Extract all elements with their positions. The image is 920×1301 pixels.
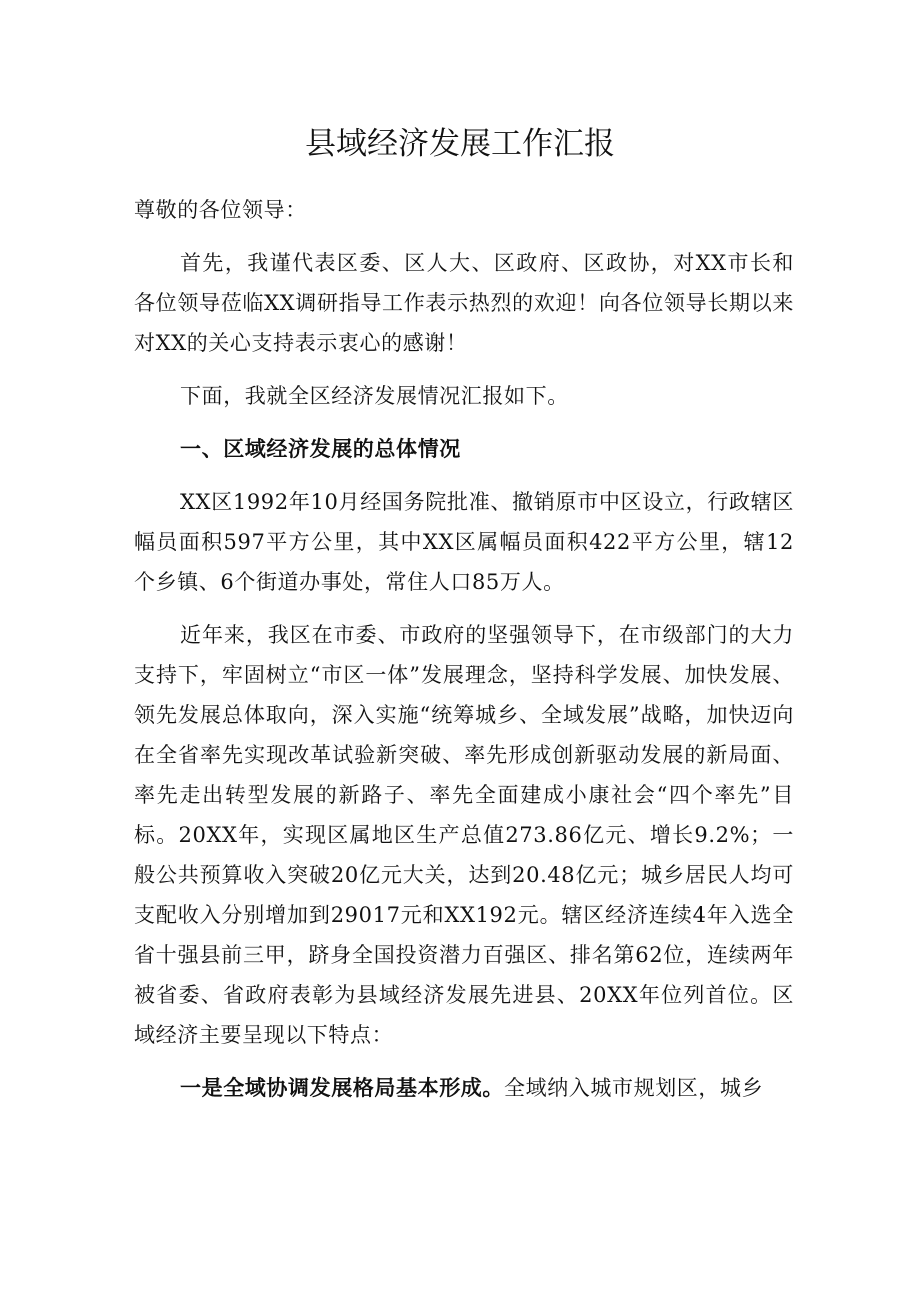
paragraph-development-achievements: 近年来，我区在市委、市政府的坚强领导下，在市级部门的大力支持下，牢固树立“市区一体”发展理念，坚持科学发展、加快发展、领先发展总体取向，深入实施“统筹城乡、全域发展”战略，加快迈向在全省率先实现改革试验新突破、率先形成创新驱动发展的新局面、率先走出转型发展的新路子、率先全面建成小康社会“四个率先”目标。20XX年，实现区属地区生产总值273.86亿元、增长9.2%；一般公共预算收入突破20亿元大关，达到20.48亿元；城乡居民人均可支配收入分别增加到29017元和XX192元。辖区经济连续4年入选全省十强县前三甲，跻身全国投资潜力百强区、排名第62位，连续两年被省委、省政府表彰为县域经济发展先进县、20XX年位列首位。区域经济主要呈现以下特点： xyxy=(134,623,794,1047)
paragraph-point-1 xyxy=(134,1068,794,1108)
paragraph-intro: 下面，我就全区经济发展情况汇报如下。 xyxy=(180,384,569,408)
document-body xyxy=(134,190,794,1121)
point-1-text: 全域纳入城市规划区，城乡 xyxy=(504,1076,764,1100)
point-1-lead: 一是全域协调发展格局基本形成。 xyxy=(180,1076,504,1100)
section-heading-1: 一、区域经济发展的总体情况 xyxy=(180,437,461,461)
document-title: 县域经济发展工作汇报 xyxy=(305,126,615,162)
paragraph-welcome: 首先，我谨代表区委、区人大、区政府、区政协，对XX市长和各位领导莅临XX调研指导工作表示热烈的欢迎！向各位领导长期以来对XX的关心支持表示衷心的感谢！ xyxy=(134,251,794,355)
paragraph-district-overview: XX区1992年10月经国务院批准、撤销原市中区设立，行政辖区幅员面积597平方公里，其中XX区属幅员面积422平方公里，辖12个乡镇、6个街道办事处，常住人口85万人。 xyxy=(134,490,794,594)
salutation: 尊敬的各位领导： xyxy=(134,198,307,222)
